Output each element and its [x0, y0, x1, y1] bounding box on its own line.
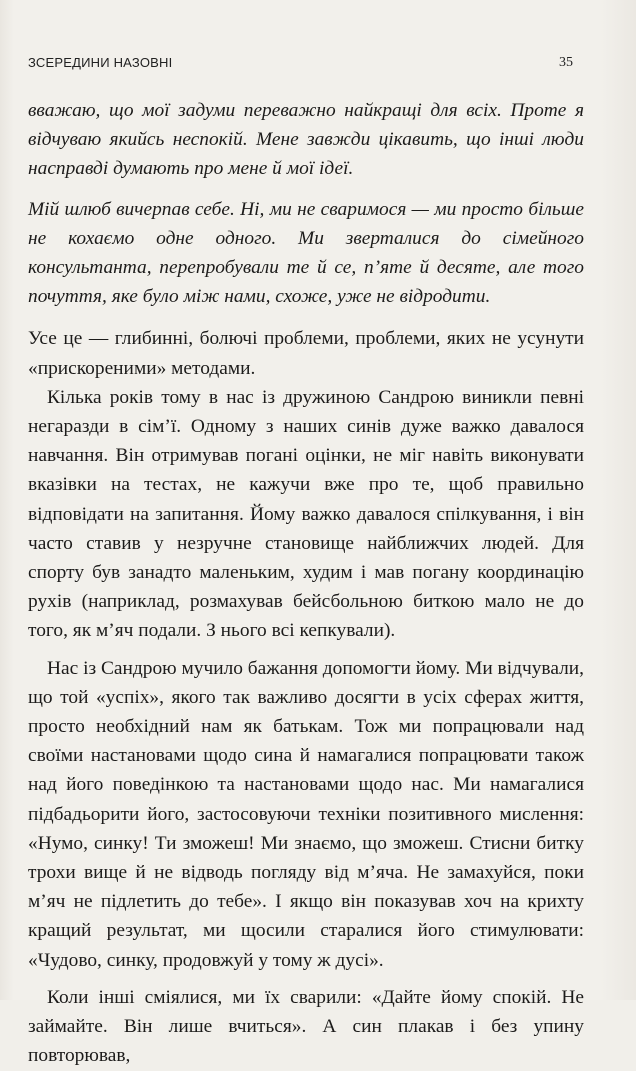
paragraph-2: Кілька років тому в нас із дружиною Сандрою виникли певні негаразди в сім’ї. Одному з наших синів дуже важко давалося навчання. Він отримував погані оцінки, не міг навіть виконувати вказівки на тестах, не кажучи вже про те, щоб правильно відповідати на запитання. Йому важко давалося спілкування, і він часто ставив у незручне становище найближчих людей. Для спорту був занадто маленьким, худим і мав погану координацію рухів (наприклад, розмахував бейсбольною биткою мало не до того, як м’яч подали. З нього всі кепкували).	[28, 386, 584, 642]
body-text	[28, 96, 584, 1071]
italic-paragraph-1: вважаю, що мої задуми переважно найкращі для всіх. Проте я відчуваю якийсь неспокій. Мене завжди цікавить, що інші люди насправді думають про мене й мої ідеї.	[28, 100, 584, 180]
italic-paragraph-2: Мій шлюб вичерпав себе. Ні, ми не сваримося — ми просто більше не кохаємо одне одного. Ми зверталися до сімейного консультанта, перепробували те й се, п’яте й десяте, але того почуття, яке було між нами, схоже, уже не відродити.	[28, 198, 584, 308]
page-number: 35	[559, 55, 573, 70]
paragraph-4: Коли інші сміялися, ми їх сварили: «Дайте йому спокій. Не займайте. Він лише вчиться». А син плакав і без упину повторював,	[28, 986, 584, 1067]
running-title: ЗСЕРЕДИНИ НАЗОВНІ	[28, 55, 173, 70]
paragraph-3: Нас із Сандрою мучило бажання допомогти йому. Ми відчували, що той «успіх», якого так важливо досягти в усіх сферах життя, просто необхідний нам як батькам. Тож ми попрацювали над своїми настановами щодо сина й намагалися попрацювати також над його поведінкою та настановами щодо нас. Ми намагалися підбадьорити його, застосовуючи техніки позитивного мислення: «Нумо, синку! Ти зможеш! Ми знаємо, що зможеш. Стисни битку трохи вище й не відводь погляду від м’яча. Не замахуйся, поки м’яч не підлетить до тебе». І якщо він показував хоч на крихту кращий результат, ми щосили старалися його стимулювати: «Чудово, синку, продовжуй у тому ж дусі».	[28, 657, 584, 971]
paragraph-1: Усе це — глибинні, болючі проблеми, проблеми, яких не усунути «прискореними» методами.	[28, 328, 584, 379]
